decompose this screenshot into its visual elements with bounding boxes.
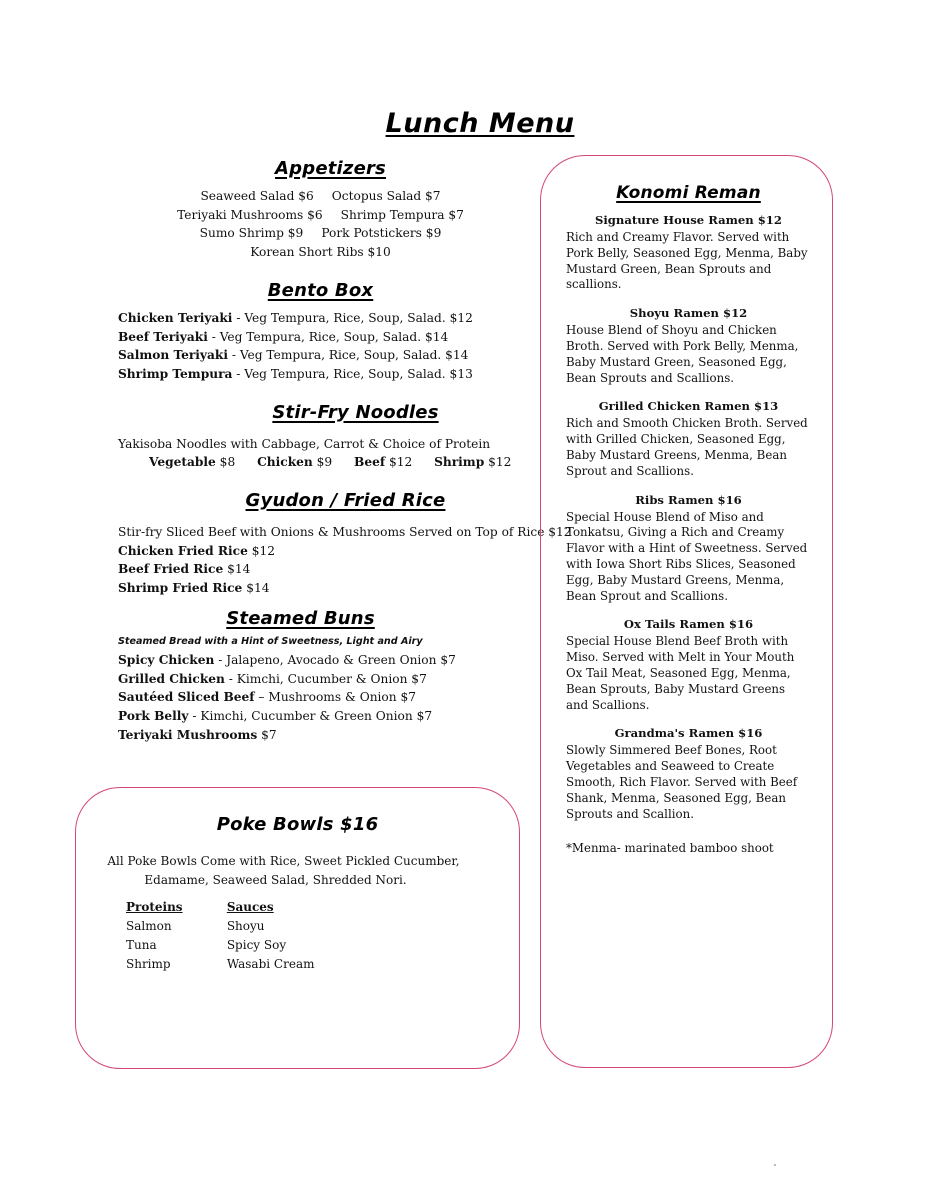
- left-column: [118, 158, 572, 744]
- bun-item: [118, 670, 543, 689]
- ramen-item-name: Signature House Ramen $12: [595, 213, 782, 227]
- bento-item-desc: - Veg Tempura, Rice, Soup, Salad. $13: [232, 366, 473, 381]
- bun-item-desc: - Kimchi, Cucumber & Onion $7: [224, 671, 427, 686]
- bun-item-desc: $7: [257, 727, 277, 742]
- bento-item-desc: - Veg Tempura, Rice, Soup, Salad. $12: [232, 310, 473, 325]
- fried-rice-item: [118, 560, 543, 579]
- appetizer-item: Korean Short Ribs $10: [250, 245, 391, 260]
- appetizer-item: Octopus Salad $7: [331, 189, 441, 203]
- ramen-item-desc: Special House Blend of Miso and Tonkatsu, Giving a Rich and Creamy Flavor with a Hint of Sweetness. Served with Iowa Short Ribs Slices, Seasoned Egg, Baby Mustard Greens, Menma, Bean Sprout and Scallions.: [566, 509, 808, 603]
- bun-item-name: Pork Belly: [118, 708, 189, 723]
- stirfry-option-price: $9: [312, 455, 333, 470]
- bun-item: [118, 726, 543, 745]
- sauce-item: Shoyu: [226, 919, 265, 933]
- bento-item: [118, 328, 543, 347]
- ramen-item: [566, 616, 811, 713]
- ramen-item-name: Shoyu Ramen $12: [629, 306, 748, 321]
- buns-tagline: Steamed Bread with a Hint of Sweetness, Light and Airy: [118, 635, 423, 647]
- gyudon-section: [118, 490, 572, 598]
- fried-rice-item: [118, 579, 543, 598]
- fried-rice-name: Shrimp Fried Rice: [118, 581, 243, 596]
- poke-title: Poke Bowls $16: [216, 814, 379, 835]
- bento-item-name: Chicken Teriyaki: [118, 310, 233, 325]
- bun-item-desc: - Kimchi, Cucumber & Green Onion $7: [188, 708, 433, 723]
- gyudon-title: Gyudon / Fried Rice: [245, 490, 446, 512]
- appetizer-row: [118, 224, 523, 243]
- ramen-item: [566, 725, 811, 822]
- poke-desc-line: All Poke Bowls Come with Rice, Sweet Pickled Cucumber,: [107, 854, 460, 868]
- appetizer-item: Seaweed Salad $6: [200, 189, 314, 203]
- bento-section: [118, 280, 543, 384]
- bun-item: [118, 707, 543, 726]
- bun-item-name: Teriyaki Mushrooms: [118, 727, 258, 742]
- ramen-item: [566, 212, 811, 293]
- ramen-item: [566, 492, 811, 605]
- bento-item-desc: - Veg Tempura, Rice, Soup, Salad. $14: [207, 329, 449, 344]
- appetizer-item: Sumo Shrimp $9: [199, 226, 304, 241]
- fried-rice-name: Beef Fried Rice: [118, 562, 224, 577]
- bento-item-name: Beef Teriyaki: [118, 329, 208, 344]
- ramen-item-desc: Rich and Creamy Flavor. Served with Pork Belly, Seasoned Egg, Menma, Baby Mustard Green, Bean Sprouts and scallions.: [566, 230, 808, 292]
- fried-rice-price: $14: [223, 562, 251, 577]
- stirfry-option-price: $8: [215, 455, 236, 470]
- stirfry-section: [118, 402, 543, 472]
- bun-item-desc: - Jalapeno, Avocado & Green Onion $7: [214, 652, 456, 667]
- ramen-item: [566, 398, 811, 479]
- proteins-column: [126, 898, 223, 974]
- ramen-item-desc: Slowly Simmered Beef Bones, Root Vegetables and Seaweed to Create Smooth, Rich Flavor. Served with Beef Shank, Menma, Seasoned Egg, Bean Sprouts and Scallion.: [566, 743, 798, 821]
- appetizer-item: Shrimp Tempura $7: [340, 207, 464, 222]
- menma-footnote: *Menma- marinated bamboo shoot: [566, 841, 774, 856]
- bento-item: [118, 365, 543, 384]
- poke-desc-line: Edamame, Seaweed Salad, Shredded Nori.: [144, 873, 407, 887]
- ramen-title: Konomi Reman: [616, 183, 761, 203]
- proteins-header: Proteins: [126, 900, 183, 914]
- bun-item-desc: – Mushrooms & Onion $7: [254, 690, 417, 705]
- bun-item: [118, 651, 543, 670]
- protein-item: Shrimp: [126, 957, 171, 971]
- poke-description: [75, 852, 520, 890]
- ramen-item-name: Ox Tails Ramen $16: [623, 617, 754, 632]
- stirfry-title: Stir-Fry Noodles: [272, 401, 439, 423]
- gyudon-desc: Stir-fry Sliced Beef with Onions & Mushrooms Served on Top of Rice $12: [118, 525, 572, 540]
- stirfry-option-name: Vegetable: [149, 455, 216, 470]
- appetizer-row: [118, 206, 523, 225]
- bento-item-name: Shrimp Tempura: [118, 366, 233, 381]
- appetizers-section: [118, 158, 543, 262]
- appetizer-row: [118, 187, 523, 206]
- stirfry-desc: Yakisoba Noodles with Cabbage, Carrot & Choice of Protein: [118, 436, 491, 451]
- fried-rice-item: [118, 542, 543, 561]
- bento-item: [118, 346, 543, 365]
- ramen-item-desc: Special House Blend Beef Broth with Miso. Served with Melt in Your Mouth Ox Tail Meat, Seasoned Egg, Menma, Bean Sprouts, Baby Mustard Greens and Scallions.: [566, 634, 795, 712]
- bento-title: Bento Box: [267, 279, 374, 301]
- ramen-item: [566, 305, 811, 386]
- ramen-item-name: Ribs Ramen $16: [635, 492, 742, 507]
- scan-speck: [774, 1164, 776, 1166]
- appetizer-item: Teriyaki Mushrooms $6: [177, 207, 323, 222]
- bun-item: [118, 688, 543, 707]
- buns-title: Steamed Buns: [226, 607, 375, 629]
- sauces-column: [227, 898, 315, 974]
- ramen-item-name: Grandma's Ramen $16: [614, 726, 763, 741]
- protein-item: Salmon: [126, 919, 172, 933]
- buns-section: [118, 608, 543, 745]
- stirfry-options: [118, 453, 543, 472]
- sauce-item: Spicy Soy: [226, 938, 287, 952]
- appetizer-row: [118, 243, 523, 262]
- bun-item-name: Grilled Chicken: [118, 671, 225, 686]
- fried-rice-name: Chicken Fried Rice: [118, 543, 248, 558]
- protein-item: Tuna: [126, 938, 157, 952]
- stirfry-option-name: Beef: [354, 455, 386, 470]
- poke-options-table: [126, 898, 314, 974]
- ramen-item-desc: Rich and Smooth Chicken Broth. Served with Grilled Chicken, Seasoned Egg, Baby Mustard Greens, Menma, Bean Sprout and Scallions.: [566, 416, 808, 478]
- stirfry-option-price: $12: [484, 455, 512, 470]
- fried-rice-price: $14: [242, 581, 270, 596]
- bun-item-name: Spicy Chicken: [118, 652, 215, 667]
- appetizers-title: Appetizers: [275, 158, 386, 179]
- stirfry-option-price: $12: [385, 455, 413, 470]
- sauces-header: Sauces: [226, 900, 274, 914]
- fried-rice-price: $12: [247, 543, 275, 558]
- stirfry-option-name: Chicken: [257, 455, 313, 470]
- ramen-section: [566, 183, 811, 856]
- bun-item-name: Sautéed Sliced Beef: [118, 690, 255, 705]
- ramen-item-name: Grilled Chicken Ramen $13: [598, 399, 779, 414]
- stirfry-option-name: Shrimp: [434, 455, 485, 470]
- ramen-item-desc: House Blend of Shoyu and Chicken Broth. Served with Pork Belly, Menma, Baby Mustard Green, Seasoned Egg, Bean Sprouts and Scallions.: [566, 323, 799, 385]
- bento-item-name: Salmon Teriyaki: [118, 348, 228, 363]
- bento-item: [118, 309, 543, 328]
- appetizer-item: Pork Potstickers $9: [321, 226, 442, 241]
- bento-item-desc: - Veg Tempura, Rice, Soup, Salad. $14: [227, 348, 469, 363]
- page-title: Lunch Menu: [385, 108, 575, 139]
- sauce-item: Wasabi Cream: [226, 957, 315, 971]
